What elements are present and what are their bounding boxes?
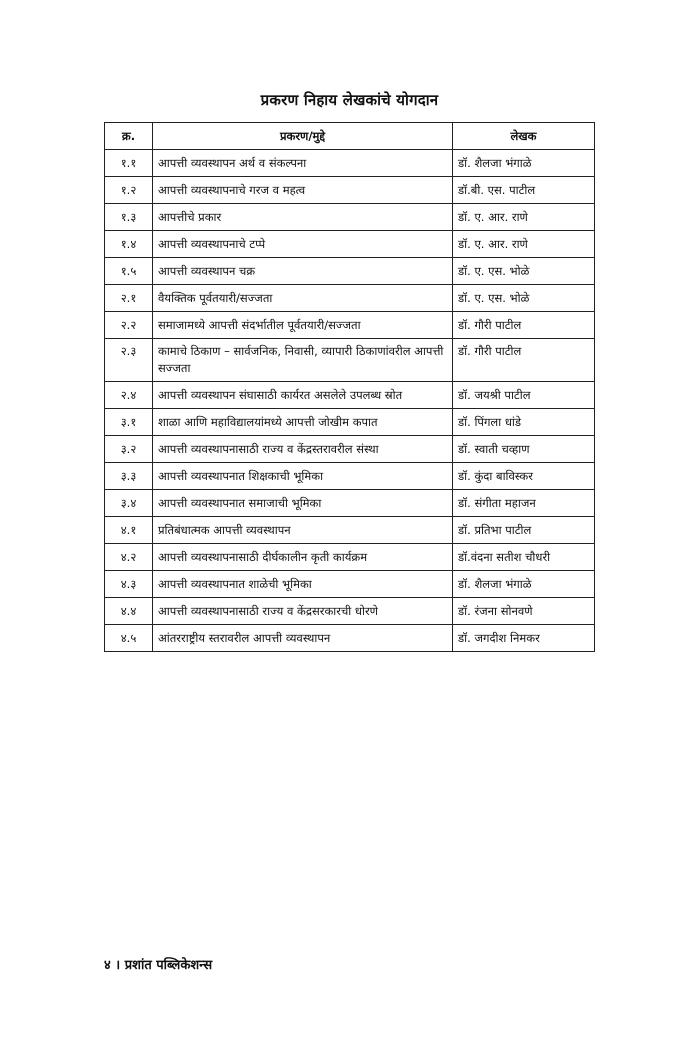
row-author: डॉ. संगीता महाजन [453,490,595,517]
row-author: डॉ. जयश्री पाटील [453,382,595,409]
row-number: ४.४ [105,598,153,625]
row-author: डॉ. ए. एस. भोळे [453,258,595,285]
row-author: डॉ. प्रतिभा पाटील [453,517,595,544]
row-author: डॉ. गौरी पाटील [453,339,595,382]
contributors-table [104,122,595,652]
row-number: ४.१ [105,517,153,544]
row-topic: कामाचे ठिकाण – सार्वजनिक, निवासी, व्यापारी ठिकाणांवरील आपत्ती सज्जता [153,339,453,382]
row-author: डॉ. ए. एस. भोळे [453,285,595,312]
table-row [105,490,595,517]
column-header-topic: प्रकरण/मुद्दे [153,123,453,150]
table-row [105,571,595,598]
row-author: डॉ. जगदीश निमकर [453,625,595,652]
row-number: २.३ [105,339,153,382]
row-number: २.१ [105,285,153,312]
row-number: ३.१ [105,409,153,436]
table-row [105,150,595,177]
table-row [105,409,595,436]
table-row [105,463,595,490]
row-number: ४.२ [105,544,153,571]
table-row [105,436,595,463]
table-row [105,177,595,204]
row-number: ४.५ [105,625,153,652]
row-number: १.५ [105,258,153,285]
row-topic: आपत्ती व्यवस्थापनात शिक्षकाची भूमिका [153,463,453,490]
page-footer: ४ । प्रशांत पब्लिकेशन्स [104,958,213,973]
row-author: डॉ.वंदना सतीश चौधरी [453,544,595,571]
table-row [105,339,595,382]
table-row [105,517,595,544]
row-topic: समाजामध्ये आपत्ती संदर्भातील पूर्वतयारी/सज्जता [153,312,453,339]
row-author: डॉ. शैलजा भंगाळे [453,571,595,598]
table-row [105,312,595,339]
table-row [105,625,595,652]
row-number: ४.३ [105,571,153,598]
row-number: ३.४ [105,490,153,517]
row-author: डॉ. पिंगला धांडे [453,409,595,436]
row-topic: आपत्तीचे प्रकार [153,204,453,231]
row-number: ३.२ [105,436,153,463]
row-topic: शाळा आणि महाविद्यालयांमध्ये आपत्ती जोखीम कपात [153,409,453,436]
row-topic: आपत्ती व्यवस्थापनासाठी दीर्घकालीन कृती कार्यक्रम [153,544,453,571]
row-author: डॉ.बी. एस. पाटील [453,177,595,204]
table-row [105,231,595,258]
row-author: डॉ. गौरी पाटील [453,312,595,339]
column-header-author: लेखक [453,123,595,150]
row-author: डॉ. रंजना सोनवणे [453,598,595,625]
row-number: १.१ [105,150,153,177]
row-topic: आपत्ती व्यवस्थापन अर्थ व संकल्पना [153,150,453,177]
row-topic: आपत्ती व्यवस्थापनात समाजाची भूमिका [153,490,453,517]
row-number: ३.३ [105,463,153,490]
row-number: १.४ [105,231,153,258]
row-number: १.२ [105,177,153,204]
column-header-number: क्र. [105,123,153,150]
table-row [105,285,595,312]
table-row [105,382,595,409]
row-number: १.३ [105,204,153,231]
row-topic: आपत्ती व्यवस्थापन चक्र [153,258,453,285]
table-row [105,598,595,625]
row-topic: आपत्ती व्यवस्थापन संघासाठी कार्यरत असलेले उपलब्ध स्रोत [153,382,453,409]
row-topic: आपत्ती व्यवस्थापनात शाळेची भूमिका [153,571,453,598]
page-title: प्रकरण निहाय लेखकांचे योगदान [260,91,439,109]
row-author: डॉ. शैलजा भंगाळे [453,150,595,177]
row-author: डॉ. स्वाती चव्हाण [453,436,595,463]
row-number: २.४ [105,382,153,409]
row-topic: आपत्ती व्यवस्थापनासाठी राज्य व केंद्रसरकारची धोरणे [153,598,453,625]
row-topic: आपत्ती व्यवस्थापनाचे टप्पे [153,231,453,258]
row-topic: आंतरराष्ट्रीय स्तरावरील आपत्ती व्यवस्थापन [153,625,453,652]
row-author: डॉ. ए. आर. राणे [453,231,595,258]
row-topic: आपत्ती व्यवस्थापनाचे गरज व महत्व [153,177,453,204]
row-topic: वैयक्तिक पूर्वतयारी/सज्जता [153,285,453,312]
table-row [105,544,595,571]
table-row [105,258,595,285]
table-row [105,204,595,231]
row-number: २.२ [105,312,153,339]
row-topic: प्रतिबंधात्मक आपत्ती व्यवस्थापन [153,517,453,544]
row-author: डॉ. ए. आर. राणे [453,204,595,231]
row-author: डॉ. कुंदा बाविस्कर [453,463,595,490]
row-topic: आपत्ती व्यवस्थापनासाठी राज्य व केंद्रस्तरावरील संस्था [153,436,453,463]
table-header-row [105,123,595,150]
